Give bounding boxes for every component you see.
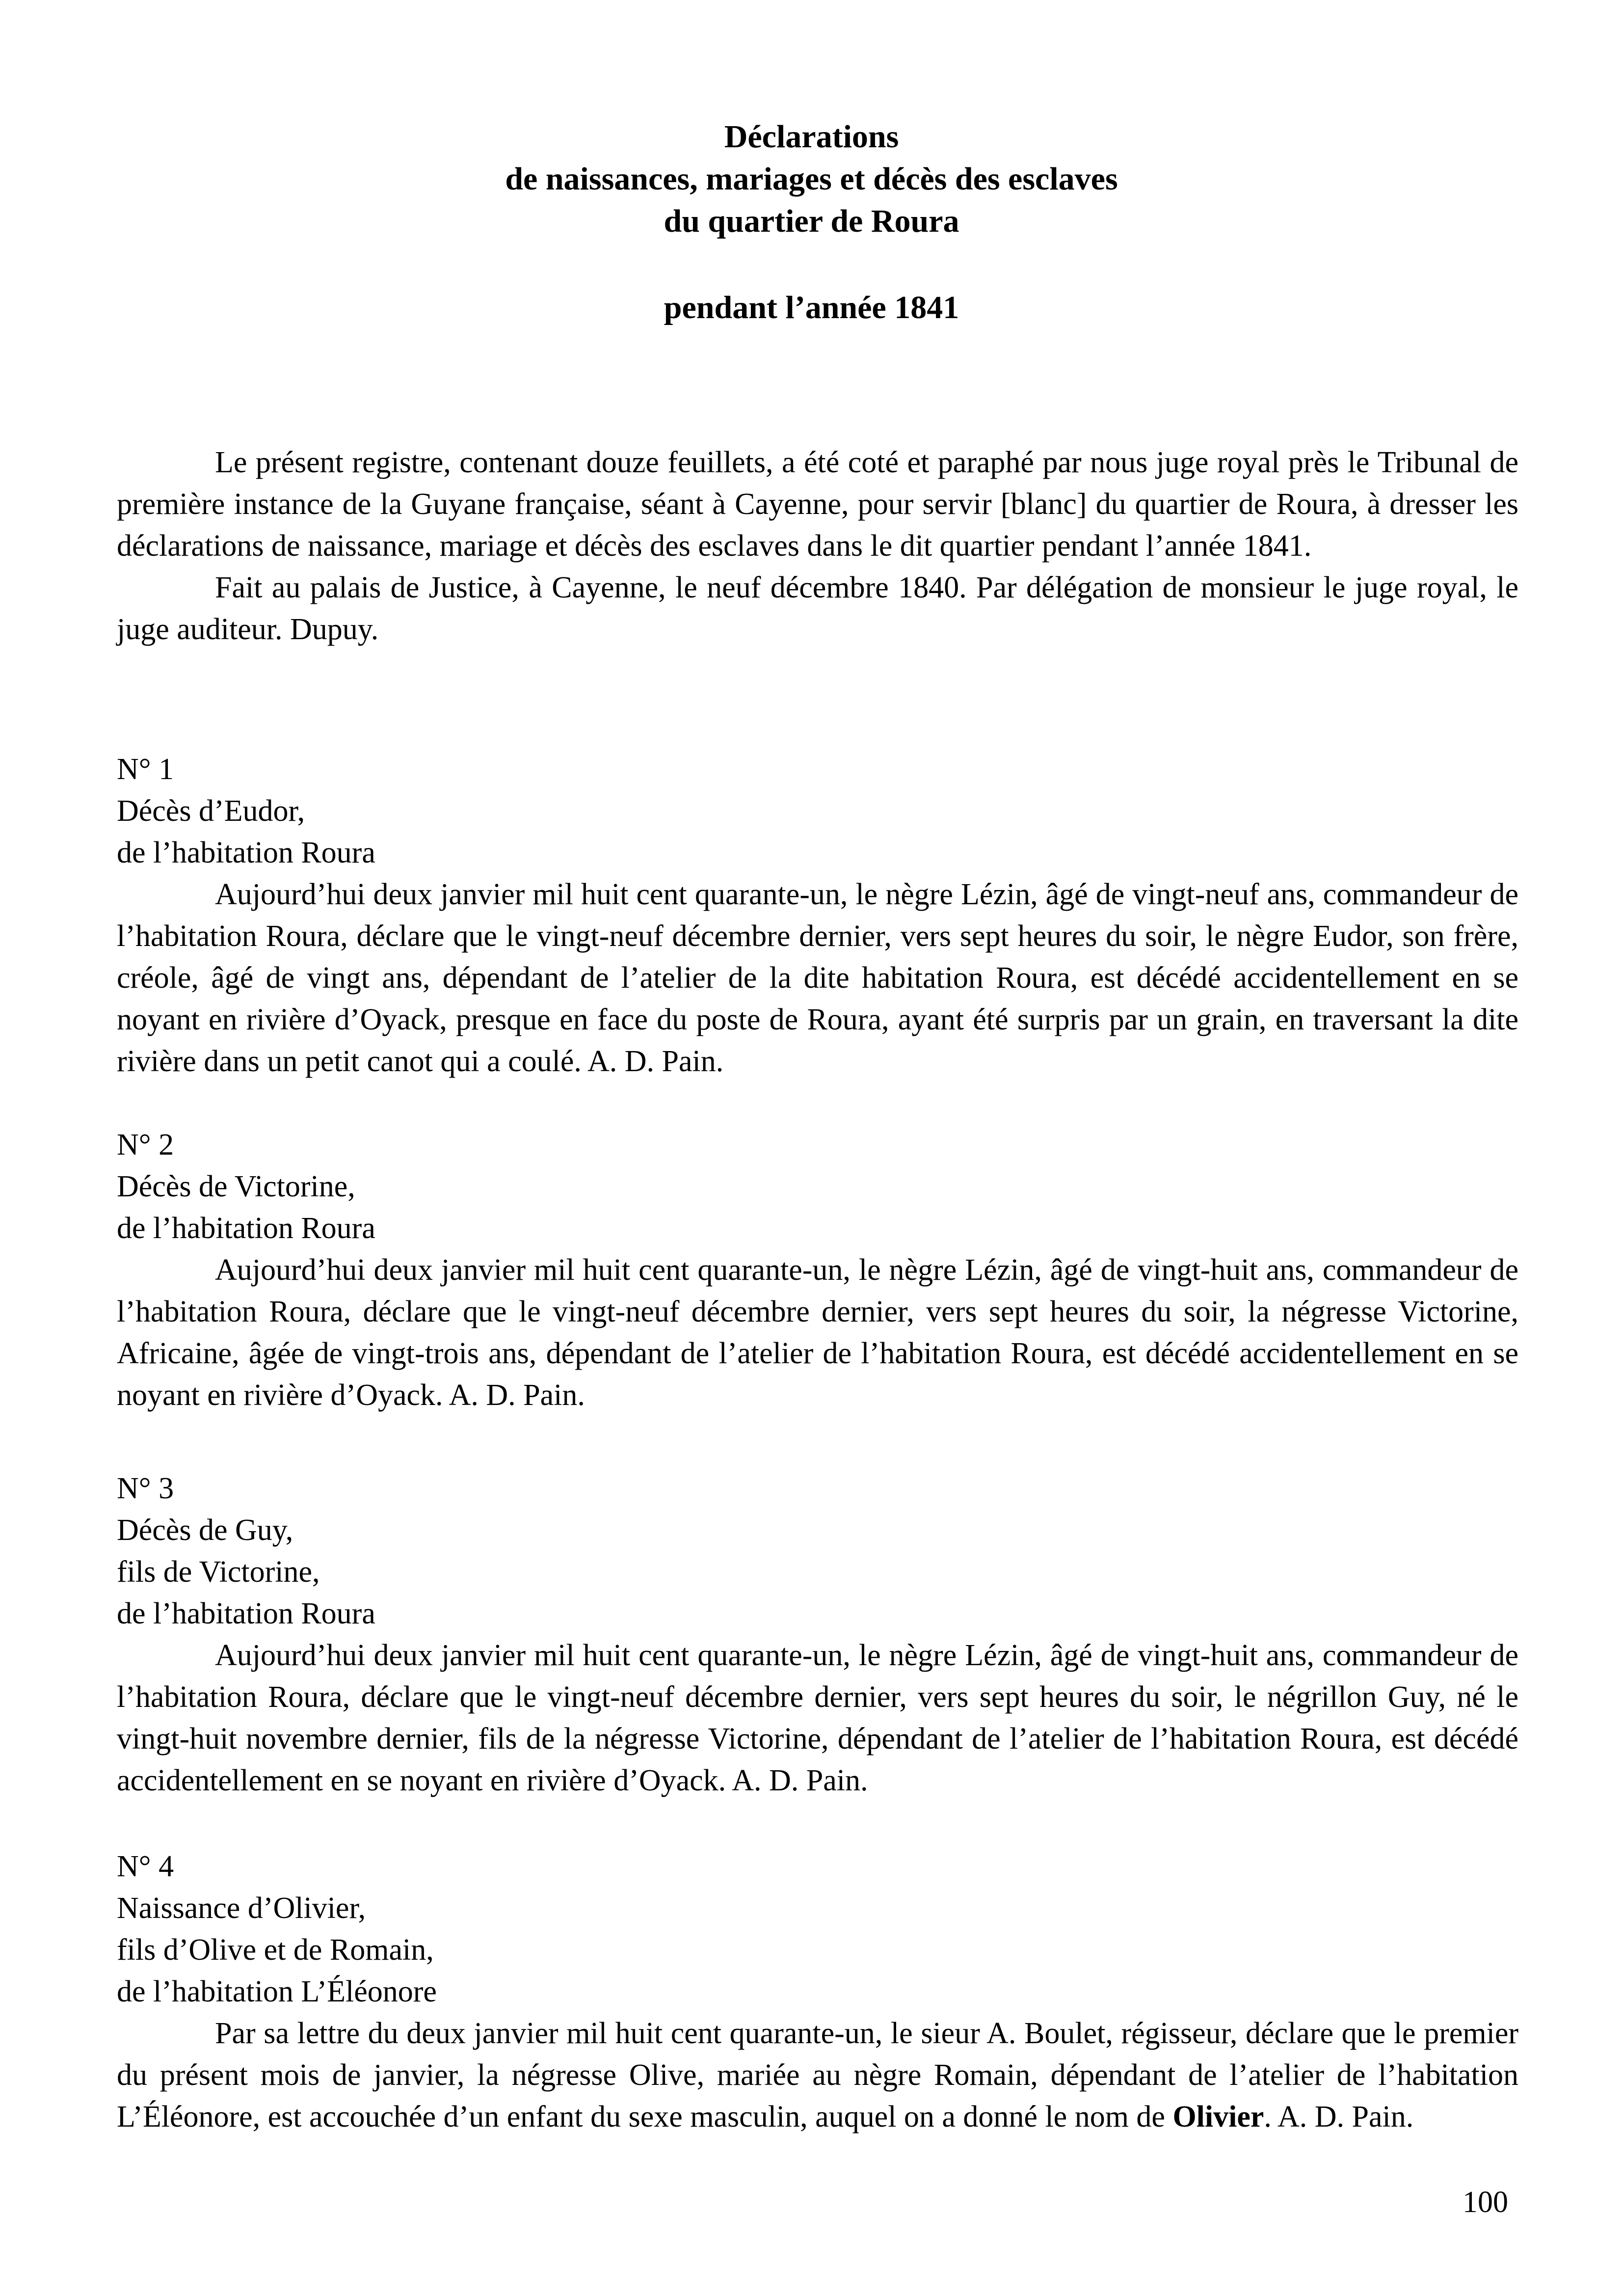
entry-number: N° 4 — [117, 1850, 174, 1883]
entry-heading-line: de l’habitation L’Éléonore — [117, 1975, 437, 2008]
title-line-3: du quartier de Roura — [664, 203, 959, 239]
entry-number: N° 3 — [117, 1472, 174, 1505]
preamble — [117, 442, 1518, 650]
entry-1 — [117, 749, 1518, 1082]
title-year-line: pendant l’année 1841 — [664, 290, 959, 325]
entry-heading-line: de l’habitation Roura — [117, 1212, 375, 1245]
entry-text-main: Par sa lettre du deux janvier mil huit cent quarante-un, le sieur A. Boulet, régisseur, déclare que le premier du présent mois de janvier, la négresse Olive, mariée au nègre Romain, dépendant de l’atelier de l’habitation L’Éléonore, est accouchée d’un enfant du sexe masculin, auquel on a donné le nom de — [117, 2017, 1518, 2134]
entry-number: N° 2 — [117, 1128, 174, 1162]
entry-number: N° 1 — [117, 753, 174, 786]
entry-heading-line: Décès de Guy, — [117, 1513, 293, 1547]
title-line-2: de naissances, mariages et décès des esclaves — [505, 161, 1118, 197]
page-number: 100 — [1463, 2186, 1508, 2219]
title-line-1: Déclarations — [724, 119, 899, 155]
entry-heading-line: Décès de Victorine, — [117, 1170, 355, 1203]
entry-text — [117, 2013, 1518, 2138]
child-name: Olivier — [1172, 2100, 1264, 2134]
entry-3 — [117, 1468, 1518, 1802]
entry-text-signature: . A. D. Pain. — [1264, 2100, 1414, 2134]
entry-heading-line: de l’habitation Roura — [117, 836, 375, 869]
entry-heading-line: Décès d’Eudor, — [117, 794, 305, 828]
entry-text: Aujourd’hui deux janvier mil huit cent quarante-un, le nègre Lézin, âgé de vingt-huit ans, commandeur de l’habitation Roura, déclare que le vingt-neuf décembre dernier, vers sept heures du soir, le négrillon Guy, né le vingt-huit novembre dernier, fils de la négresse Victorine, dépendant de l’atelier de l’habitation Roura, est décédé accidentellement en se noyant en rivière d’Oyack. A. D. Pain. — [117, 1639, 1518, 1797]
preamble-paragraph-2: Fait au palais de Justice, à Cayenne, le neuf décembre 1840. Par délégation de monsieur le juge royal, le juge auditeur. Dupuy. — [117, 571, 1518, 646]
entry-heading-line: de l’habitation Roura — [117, 1597, 375, 1630]
entry-text: Aujourd’hui deux janvier mil huit cent quarante-un, le nègre Lézin, âgé de vingt-huit ans, commandeur de l’habitation Roura, déclare que le vingt-neuf décembre dernier, vers sept heures du soir, la négresse Victorine, Africaine, âgée de vingt-trois ans, dépendant de l’atelier de l’habitation Roura, est décédé accidentellement en se noyant en rivière d’Oyack. A. D. Pain. — [117, 1253, 1518, 1412]
entry-heading-line: fils d’Olive et de Romain, — [117, 1933, 434, 1967]
entry-heading-line: Naissance d’Olivier, — [117, 1891, 366, 1925]
entry-2 — [117, 1124, 1518, 1416]
document-title — [0, 116, 1623, 329]
preamble-paragraph-1: Le présent registre, contenant douze feuillets, a été coté et paraphé par nous juge royal près le Tribunal de première instance de la Guyane française, séant à Cayenne, pour servir [blanc] du quartier de Roura, à dresser les déclarations de naissance, mariage et décès des esclaves dans le dit quartier pendant l’année 1841. — [117, 446, 1518, 563]
entry-text: Aujourd’hui deux janvier mil huit cent quarante-un, le nègre Lézin, âgé de vingt-neuf ans, commandeur de l’habitation Roura, déclare que le vingt-neuf décembre dernier, vers sept heures du soir, le nègre Eudor, son frère, créole, âgé de vingt ans, dépendant de l’atelier de la dite habitation Roura, est décédé accidentellement en se noyant en rivière d’Oyack, presque en face du poste de Roura, ayant été surpris par un grain, en traversant la dite rivière dans un petit canot qui a coulé. A. D. Pain. — [117, 878, 1518, 1078]
entry-heading-line: fils de Victorine, — [117, 1555, 320, 1589]
entry-4 — [117, 1846, 1518, 2138]
